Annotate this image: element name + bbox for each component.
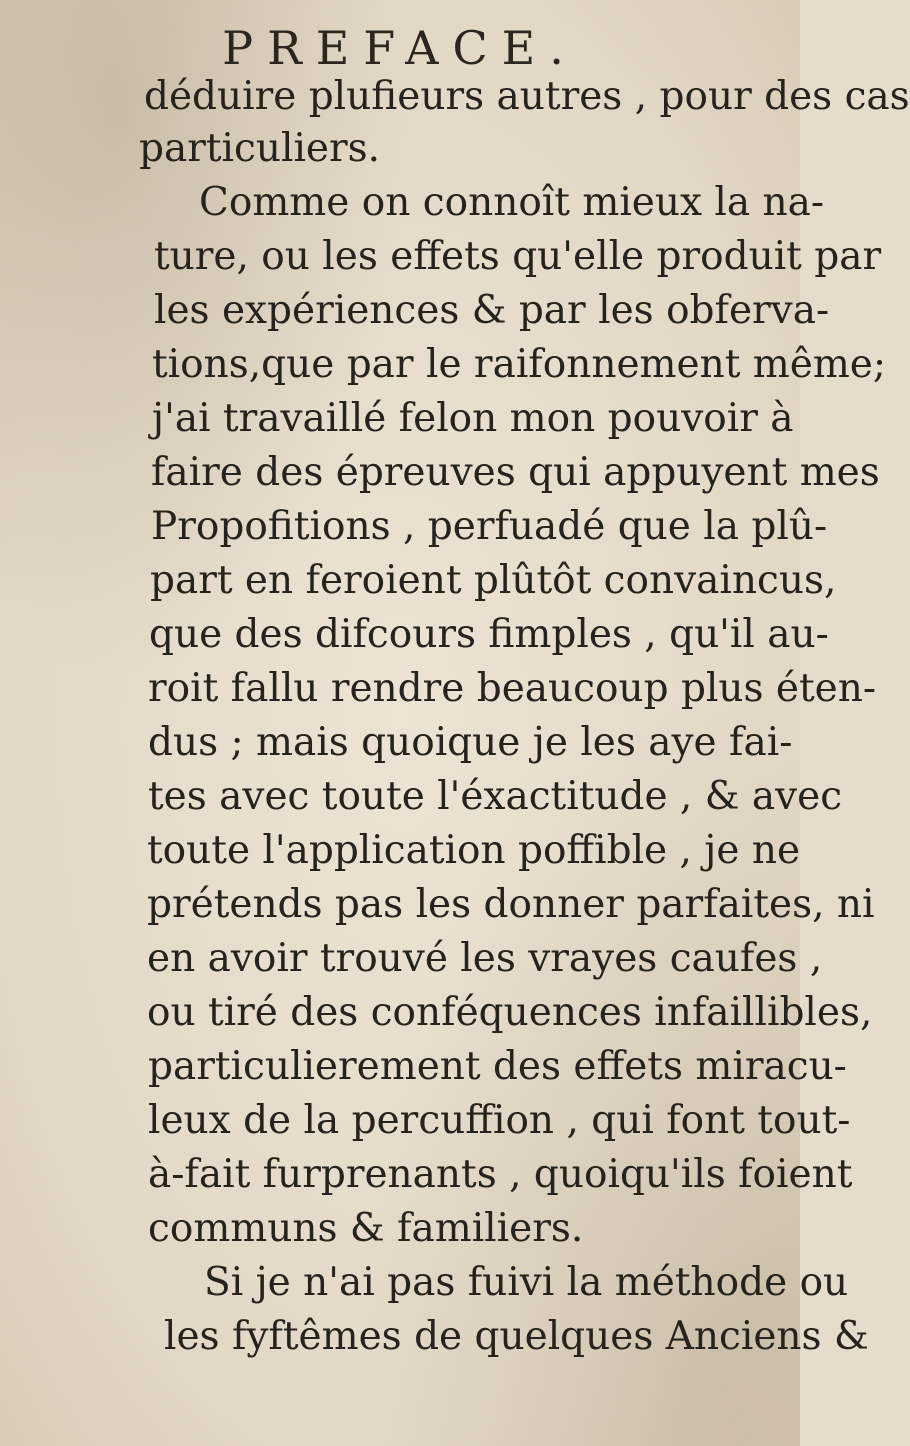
text-line-21: à-fait furprenants , quoiqu'ils foient (148, 1152, 853, 1197)
text-line-23: Si je n'ai pas fuivi la méthode ou (204, 1260, 849, 1305)
running-header: PREFACE. (222, 21, 578, 75)
text-line-24: les fyftêmes de quelques Anciens & (164, 1314, 869, 1359)
text-line-12: roit fallu rendre beaucoup plus éten- (148, 666, 877, 711)
text-line-5: les expériences & par les obferva- (154, 288, 830, 333)
text-line-14: tes avec toute l'éxactitude , & avec (148, 774, 843, 819)
text-line-13: dus ; mais quoique je les aye fai- (148, 720, 793, 765)
text-line-22: communs & familiers. (148, 1206, 584, 1251)
text-line-7: j'ai travaillé felon mon pouvoir à (152, 396, 794, 441)
text-line-10: part en feroient plûtôt convaincus, (150, 558, 837, 603)
text-line-18: ou tiré des conféquences infaillibles, (147, 990, 873, 1035)
text-line-15: toute l'application poffible , je ne (147, 828, 801, 873)
text-line-16: prétends pas les donner parfaites, ni (147, 882, 875, 927)
text-line-8: faire des épreuves qui appuyent mes (151, 450, 880, 495)
text-line-4: ture, ou les effets qu'elle produit par (154, 234, 882, 279)
text-line-17: en avoir trouvé les vrayes caufes , (147, 936, 823, 981)
text-line-3: Comme on connoît mieux la na- (199, 180, 825, 225)
text-line-2: particuliers. (139, 126, 381, 171)
text-line-11: que des difcours fimples , qu'il au- (149, 612, 829, 657)
text-line-20: leux de la percuffion , qui font tout- (148, 1098, 851, 1143)
text-line-9: Propofitions , perfuadé que la plû- (151, 504, 828, 549)
text-line-19: particulierement des effets miracu- (148, 1044, 847, 1089)
text-line-6: tions,que par le raifonnement même; (152, 342, 887, 387)
text-line-1: déduire plufieurs autres , pour des cas (144, 74, 910, 119)
